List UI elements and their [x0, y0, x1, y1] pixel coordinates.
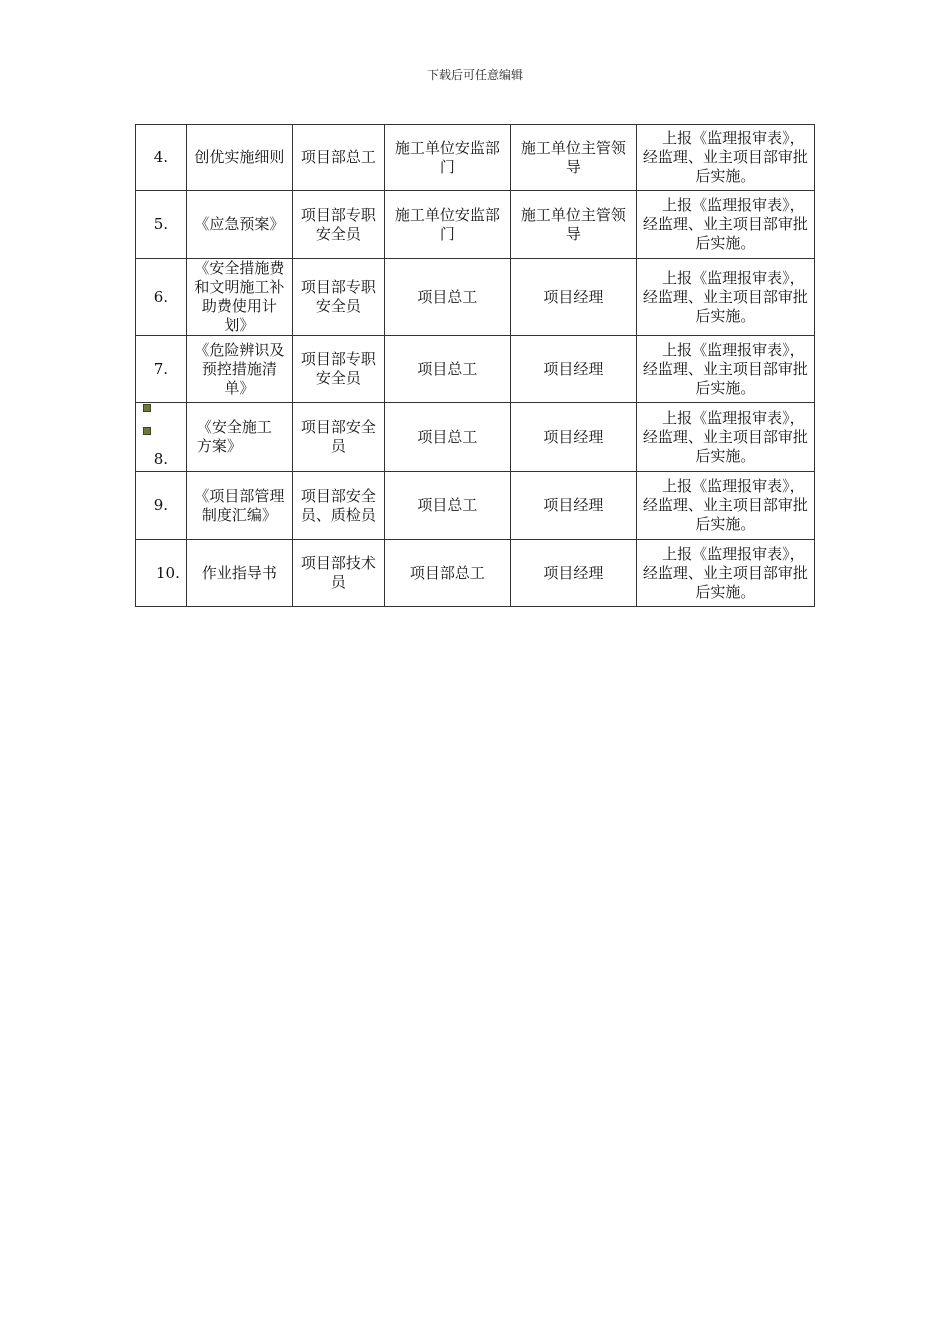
reviewed-by: 项目总工 — [384, 259, 510, 336]
prepared-by: 项目部总工 — [292, 125, 384, 191]
row-number: 9. — [136, 472, 187, 540]
approved-by: 项目经理 — [510, 472, 636, 540]
approved-by: 项目经理 — [510, 259, 636, 336]
remark: 上报《监理报审表》，经监理、业主项目部审批后实施。 — [636, 336, 814, 403]
document-name: 《危险辨识及预控措施清单》 — [186, 336, 292, 403]
prepared-by: 项目部专职安全员 — [292, 191, 384, 259]
table-row — [136, 125, 815, 191]
embedded-image-icon — [143, 427, 151, 435]
embedded-image-icon — [143, 404, 151, 412]
table-row — [136, 472, 815, 540]
reviewed-by: 施工单位安监部门 — [384, 125, 510, 191]
page-header: 下载后可任意编辑 — [426, 68, 523, 82]
approval-table — [135, 124, 815, 607]
reviewed-by: 施工单位安监部门 — [384, 191, 510, 259]
table-row — [136, 540, 815, 607]
prepared-by: 项目部专职安全员 — [292, 336, 384, 403]
row-number: 10. — [136, 540, 187, 607]
document-name: 作业指导书 — [186, 540, 292, 607]
document-name: 创优实施细则 — [186, 125, 292, 191]
table-row — [136, 259, 815, 336]
prepared-by: 项目部专职安全员 — [292, 259, 384, 336]
remark: 上报《监理报审表》，经监理、业主项目部审批后实施。 — [636, 540, 814, 607]
remark: 上报《监理报审表》，经监理、业主项目部审批后实施。 — [636, 403, 814, 472]
prepared-by: 项目部安全员、质检员 — [292, 472, 384, 540]
prepared-by: 项目部技术员 — [292, 540, 384, 607]
remark: 上报《监理报审表》，经监理、业主项目部审批后实施。 — [636, 259, 814, 336]
approved-by: 施工单位主管领导 — [510, 125, 636, 191]
prepared-by: 项目部安全员 — [292, 403, 384, 472]
approved-by: 项目经理 — [510, 403, 636, 472]
document-name: 《应急预案》 — [186, 191, 292, 259]
row-number: 6. — [136, 259, 187, 336]
document-name: 《安全施工方案》 — [186, 403, 292, 472]
reviewed-by: 项目总工 — [384, 472, 510, 540]
table-row — [136, 403, 815, 472]
table-row — [136, 191, 815, 259]
row-number: 5. — [136, 191, 187, 259]
remark: 上报《监理报审表》，经监理、业主项目部审批后实施。 — [636, 125, 814, 191]
document-name: 《项目部管理制度汇编》 — [186, 472, 292, 540]
row-number: 8. — [136, 403, 187, 472]
table-row — [136, 336, 815, 403]
approved-by: 施工单位主管领导 — [510, 191, 636, 259]
remark: 上报《监理报审表》，经监理、业主项目部审批后实施。 — [636, 472, 814, 540]
reviewed-by: 项目总工 — [384, 336, 510, 403]
approved-by: 项目经理 — [510, 540, 636, 607]
document-name: 《安全措施费和文明施工补助费使用计划》 — [186, 259, 292, 336]
remark: 上报《监理报审表》，经监理、业主项目部审批后实施。 — [636, 191, 814, 259]
reviewed-by: 项目部总工 — [384, 540, 510, 607]
row-number: 7. — [136, 336, 187, 403]
row-number: 4. — [136, 125, 187, 191]
approved-by: 项目经理 — [510, 336, 636, 403]
reviewed-by: 项目总工 — [384, 403, 510, 472]
